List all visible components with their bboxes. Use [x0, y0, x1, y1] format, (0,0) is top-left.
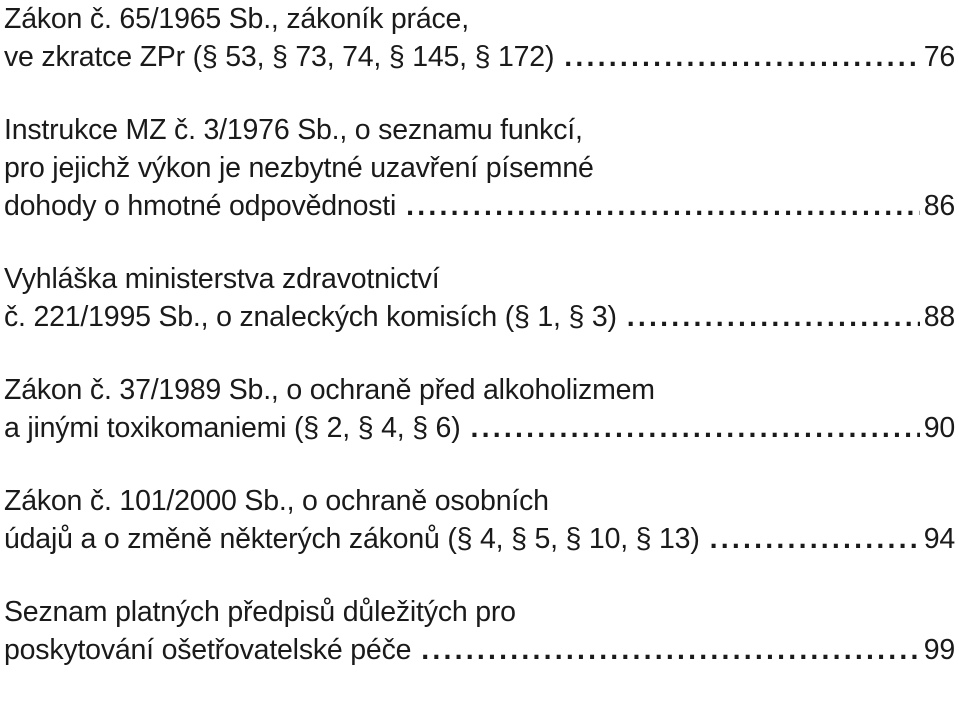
dot-leader	[564, 38, 919, 76]
dot-leader	[421, 631, 919, 669]
toc-entry-line: Zákon č. 37/1989 Sb., o ochraně před alkoholizmem	[4, 374, 655, 406]
toc-entry-line-last	[4, 187, 955, 225]
toc-entry-line-last	[4, 38, 955, 76]
dot-leader	[710, 520, 920, 558]
toc-entry-line: Instrukce MZ č. 3/1976 Sb., o seznamu funkcí,	[4, 114, 583, 146]
page-number: 90	[923, 412, 955, 444]
dot-leader	[627, 298, 920, 336]
page-number: 99	[923, 634, 955, 666]
toc-entry-instrukce-3-1976	[4, 111, 955, 225]
toc-entry-vyhlaska-221-1995	[4, 260, 955, 336]
toc-entry-line-last	[4, 298, 955, 336]
toc-entry-line: Zákon č. 65/1965 Sb., zákoník práce,	[4, 3, 469, 35]
page-number: 88	[923, 301, 955, 333]
toc-entry-line: dohody o hmotné odpovědnosti	[4, 190, 397, 222]
toc-entry-line-last	[4, 520, 955, 558]
toc-entry-line: č. 221/1995 Sb., o znaleckých komisích (§ 1, § 3)	[4, 301, 617, 333]
toc-entry-line: a jinými toxikomaniemi (§ 2, § 4, § 6)	[4, 412, 461, 444]
toc-entry-zakon-101-2000	[4, 482, 955, 558]
toc-entry-line: Seznam platných předpisů důležitých pro	[4, 596, 516, 628]
toc-entry-seznam-predpisu	[4, 593, 955, 669]
toc-entry-zakon-37-1989	[4, 371, 955, 447]
page-number: 76	[923, 41, 955, 73]
page-number: 94	[923, 523, 955, 555]
toc-entry-line: pro jejichž výkon je nezbytné uzavření písemné	[4, 152, 594, 184]
toc-entry-line-last	[4, 631, 955, 669]
dot-leader	[471, 409, 920, 447]
toc-entry-line: ve zkratce ZPr (§ 53, § 73, 74, § 145, § 172)	[4, 41, 555, 73]
toc-entry-line: údajů a o změně některých zákonů (§ 4, § 5, § 10, § 13)	[4, 523, 700, 555]
toc-entry-line: poskytování ošetřovatelské péče	[4, 634, 412, 666]
toc-entry-line: Zákon č. 101/2000 Sb., o ochraně osobních	[4, 485, 549, 517]
page-number: 86	[923, 190, 955, 222]
table-of-contents	[4, 0, 955, 704]
dot-leader	[406, 187, 920, 225]
toc-entry-line: Vyhláška ministerstva zdravotnictví	[4, 263, 440, 295]
toc-entry-line-last	[4, 409, 955, 447]
toc-entry-zakon-65-1965	[4, 0, 955, 76]
